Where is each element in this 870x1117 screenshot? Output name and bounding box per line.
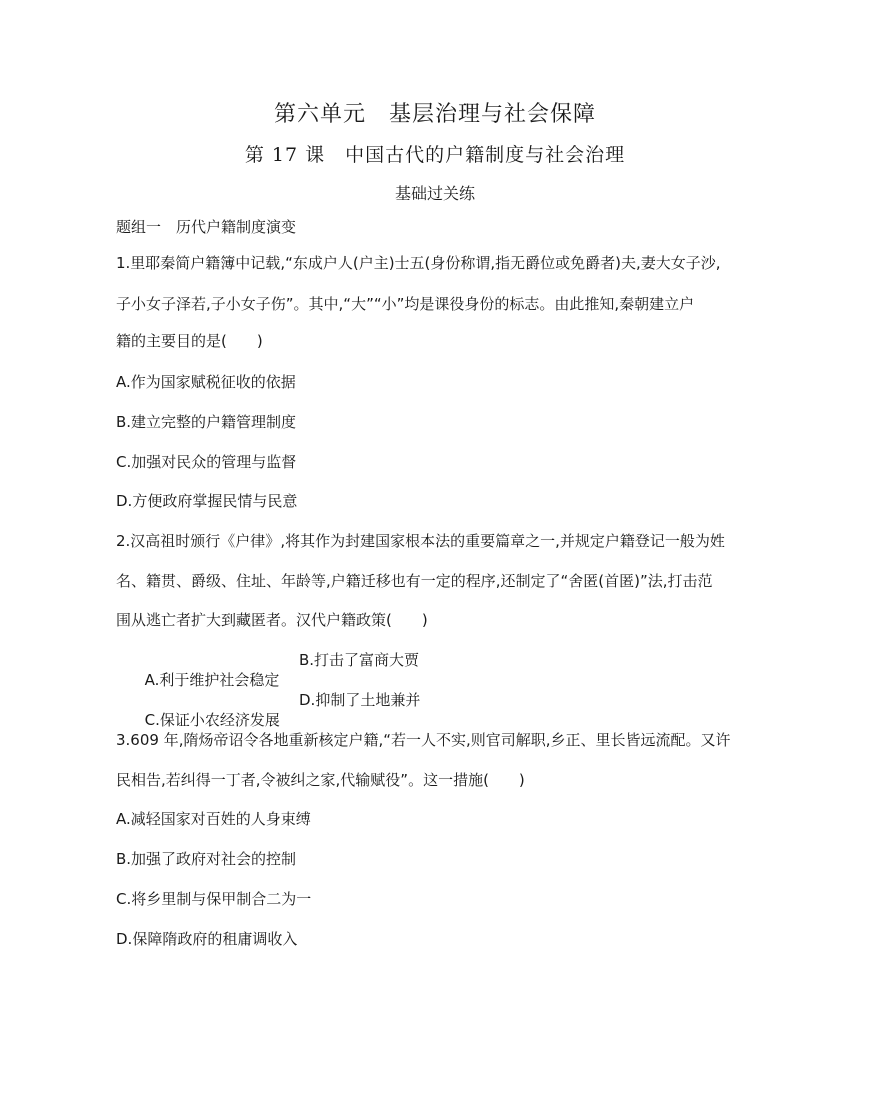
lesson-title: 第 17 课 中国古代的户籍制度与社会治理 [244,144,626,166]
question-1-stem-line-3: 籍的主要目的是( ) [116,332,263,350]
question-3-option-c[interactable]: C.将乡里制与保甲制合二为一 [116,890,312,908]
question-1-stem-line-2: 子小女子泽若,子小女子伤”。其中,“大”“小”均是课役身份的标志。由此推知,秦朝建立户 [116,295,695,313]
question-2-option-c[interactable]: C.保证小农经济发展 [144,711,280,729]
question-2-stem-line-1: 2.汉高祖时颁行《户律》,将其作为封建国家根本法的重要篇章之一,并规定户籍登记一般为姓 [116,532,725,550]
question-1-option-d[interactable]: D.方便政府掌握民情与民意 [116,492,298,510]
question-3-option-b[interactable]: B.加强了政府对社会的控制 [116,850,297,868]
question-group-title: 题组一 历代户籍制度演变 [116,218,297,236]
question-2-option-a[interactable]: A.利于维护社会稳定 [144,671,280,689]
question-1-option-a[interactable]: A.作为国家赋税征收的依据 [116,373,296,391]
question-3-stem-line-1: 3.609 年,隋炀帝诏令各地重新核定户籍,“若一人不实,则官司解职,乡正、里长皆远流配。又许 [116,731,731,749]
question-2-option-d[interactable]: D.抑制了土地兼并 [299,691,421,709]
question-3-stem-line-2: 民相告,若纠得一丁者,令被纠之家,代输赋役”。这一措施( ) [116,771,525,789]
question-1-option-b[interactable]: B.建立完整的户籍管理制度 [116,413,297,431]
question-1-option-c[interactable]: C.加强对民众的管理与监督 [116,453,297,471]
section-title: 基础过关练 [394,184,475,203]
question-3-option-d[interactable]: D.保障隋政府的租庸调收入 [116,930,298,948]
unit-title: 第六单元 基层治理与社会保障 [273,102,596,127]
question-2-option-b[interactable]: B.打击了富商大贾 [299,651,420,669]
question-3-option-a[interactable]: A.减轻国家对百姓的人身束缚 [116,810,311,828]
question-2-stem-line-3: 围从逃亡者扩大到藏匿者。汉代户籍政策( ) [116,611,428,629]
question-2-stem-line-2: 名、籍贯、爵级、住址、年龄等,户籍迁移也有一定的程序,还制定了“舍匿(首匿)”法,打击范 [116,572,713,590]
question-1-stem-line-1: 1.里耶秦简户籍簿中记载,“东成户人(户主)士五(身份称谓,指无爵位或免爵者)夫,妻大女子沙, [116,254,721,272]
